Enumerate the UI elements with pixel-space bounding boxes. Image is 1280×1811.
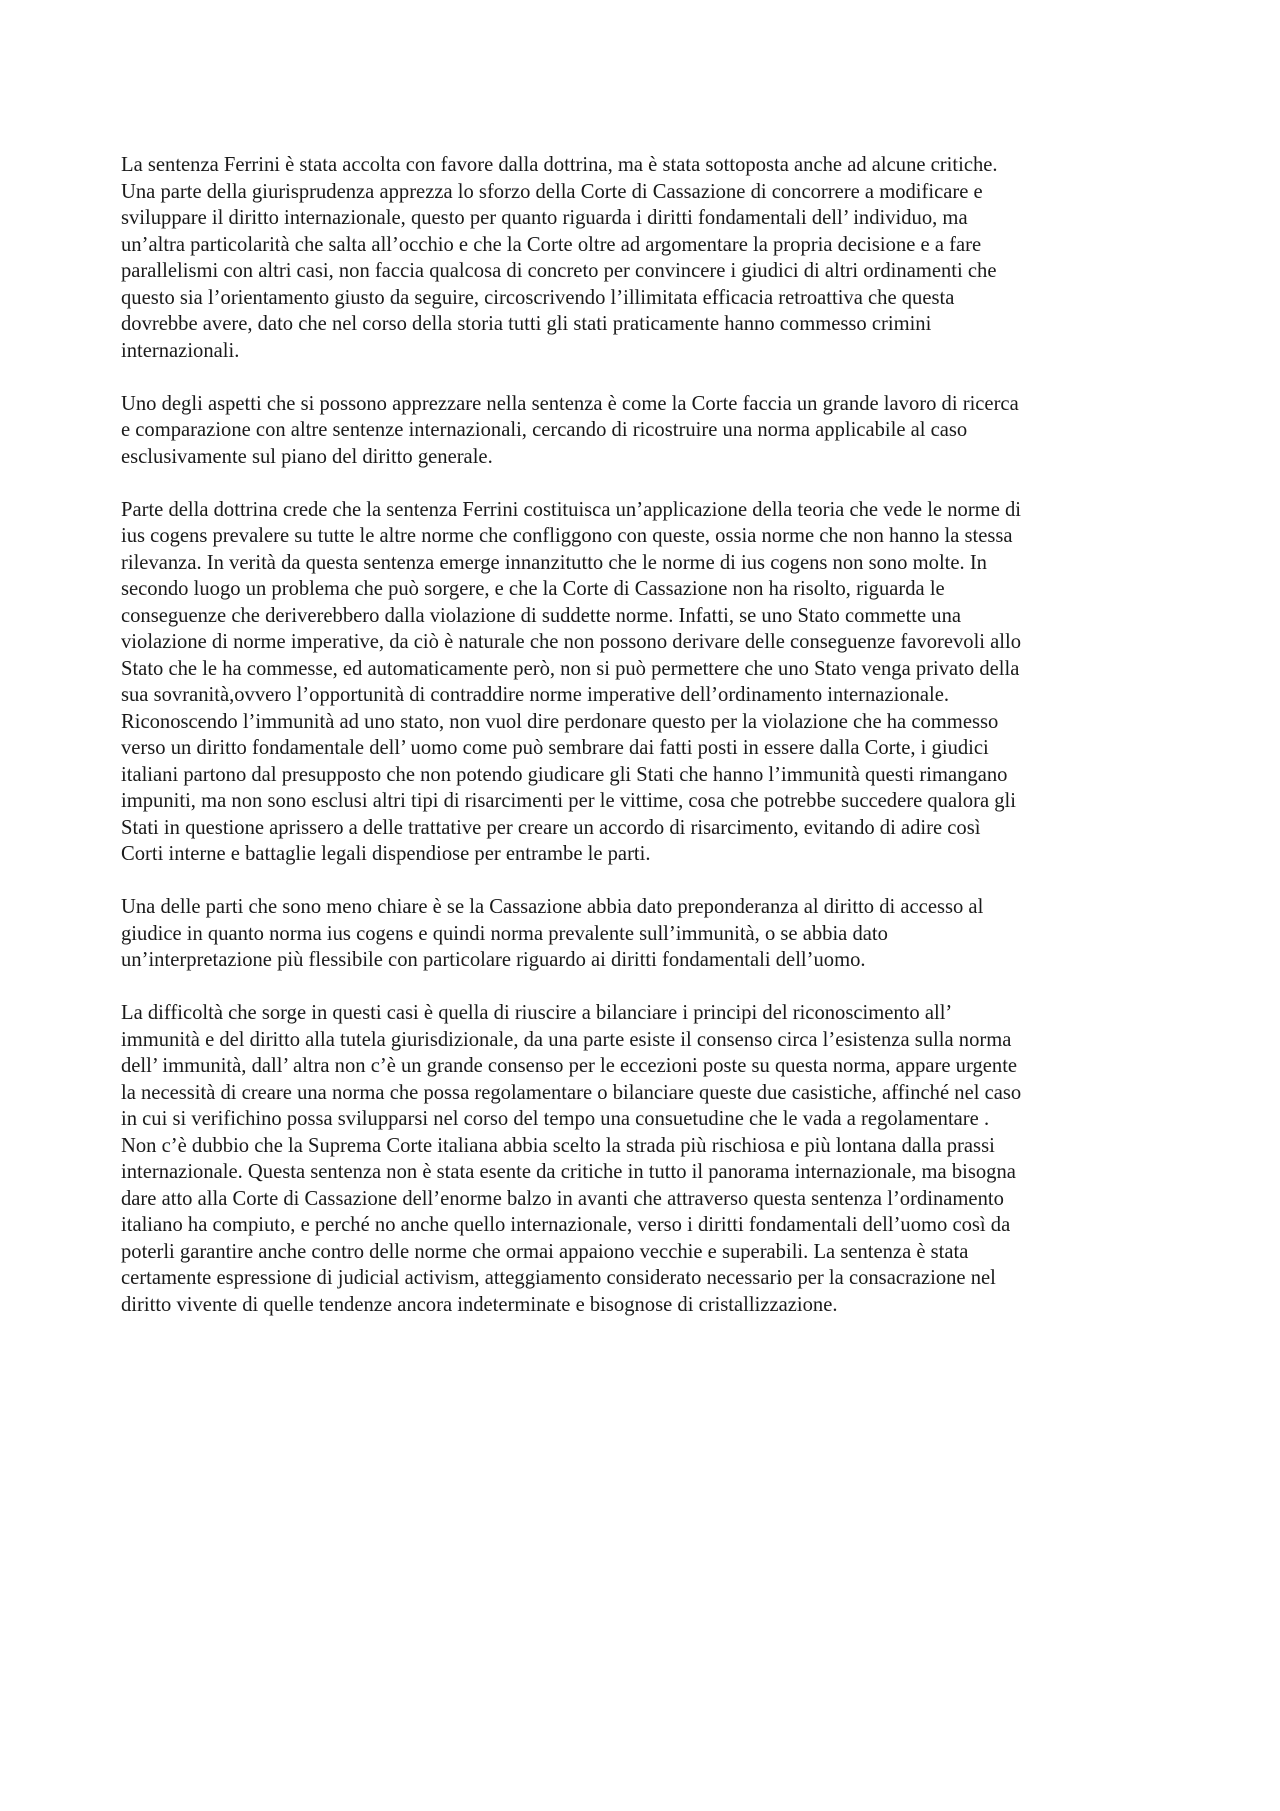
text-line: italiano ha compiuto, e perché no anche quello internazionale, verso i diritti fondamentali dell’uomo così da: [121, 1214, 1011, 1236]
text-line: diritto vivente di quelle tendenze ancora indeterminate e bisognose di cristallizzazione.: [121, 1293, 838, 1316]
text-line: in cui si verifichino possa svilupparsi nel corso del tempo una consuetudine che le vada a regolamentare .: [121, 1108, 990, 1130]
document-body: [121, 152, 1171, 1345]
text-line: rilevanza. In verità da questa sentenza emerge innanzitutto che le norme di ius cogens non sono molte. In: [121, 551, 987, 574]
text-line: un’altra particolarità che salta all’occhio e che la Corte oltre ad argomentare la propria decisione e a fare: [121, 233, 982, 256]
text-line: parallelismi con altri casi, non faccia qualcosa di concreto per convincere i giudici di altri ordinamenti che: [121, 260, 997, 282]
paragraph-1: [121, 152, 1171, 364]
text-line: Corti interne e battaglie legali dispendiose per entrambe le parti.: [121, 843, 651, 865]
text-line: certamente espressione di judicial activism, atteggiamento considerato necessario per la consacrazione nel: [121, 1267, 996, 1289]
paragraph-4: [121, 894, 1171, 974]
text-line: ius cogens prevalere su tutte le altre norme che confliggono con queste, ossia norme che non hanno la stessa: [121, 525, 1013, 547]
text-line: impuniti, ma non sono esclusi altri tipi di risarcimenti per le vittime, cosa che potrebbe succedere qualora gli: [121, 790, 1016, 812]
text-line: secondo luogo un problema che può sorgere, e che la Corte di Cassazione non ha risolto, riguarda le: [121, 578, 945, 600]
text-line: la necessità di creare una norma che possa regolamentare o bilanciare queste due casistiche, affinché nel caso: [121, 1081, 1022, 1104]
text-line: sviluppare il diritto internazionale, questo per quanto riguarda i diritti fondamentali dell’ individuo, ma: [121, 207, 968, 229]
text-line: La sentenza Ferrini è stata accolta con favore dalla dottrina, ma è stata sottoposta anche ad alcune critiche.: [121, 154, 998, 176]
paragraph-2: [121, 391, 1171, 471]
text-line: internazionali.: [121, 339, 240, 362]
text-line: poterli garantire anche contro delle norme che ormai appaiono vecchie e superabili. La sentenza è stata: [121, 1240, 969, 1263]
text-line: internazionale. Questa sentenza non è stata esente da critiche in tutto il panorama internazionale, ma bisogna: [121, 1161, 1016, 1183]
text-line: Riconoscendo l’immunità ad uno stato, non vuol dire perdonare questo per la violazione che ha commesso: [121, 710, 999, 733]
text-line: Una parte della giurisprudenza apprezza lo sforzo della Corte di Cassazione di concorrere a modificare e: [121, 180, 983, 203]
text-line: un’interpretazione più flessibile con particolare riguardo ai diritti fondamentali dell’uomo.: [121, 949, 866, 971]
text-line: esclusivamente sul piano del diritto generale.: [121, 445, 493, 468]
text-line: Uno degli aspetti che si possono apprezzare nella sentenza è come la Corte faccia un grande lavoro di ricerca: [121, 392, 1019, 415]
text-line: italiani partono dal presupposto che non potendo giudicare gli Stati che hanno l’immunità questi rimangano: [121, 763, 1008, 786]
text-line: Stato che le ha commesse, ed automaticamente però, non si può permettere che uno Stato venga privato della: [121, 657, 1020, 680]
text-line: Stati in questione aprissero a delle trattative per creare un accordo di risarcimento, evitando di adire così: [121, 816, 981, 839]
paragraph-3: [121, 497, 1171, 868]
text-line: giudice in quanto norma ius cogens e quindi norma prevalente sull’immunità, o se abbia dato: [121, 922, 888, 945]
text-line: Una delle parti che sono meno chiare è se la Cassazione abbia dato preponderanza al diritto di accesso al: [121, 896, 984, 918]
text-line: dell’ immunità, dall’ altra non c’è un grande consenso per le eccezioni poste su questa norma, appare urgente: [121, 1055, 1018, 1077]
text-line: questo sia l’orientamento giusto da seguire, circoscrivendo l’illimitata efficacia retroattiva che questa: [121, 286, 955, 309]
text-line: e comparazione con altre sentenze internazionali, cercando di ricostruire una norma applicabile al caso: [121, 419, 968, 441]
text-line: violazione di norme imperative, da ciò è naturale che non possono derivare delle conseguenze favorevoli allo: [121, 631, 1022, 653]
text-line: dovrebbe avere, dato che nel corso della storia tutti gli stati praticamente hanno commesso crimini: [121, 313, 932, 335]
text-line: dare atto alla Corte di Cassazione dell’enorme balzo in avanti che attraverso questa sentenza l’ordinamento: [121, 1187, 1004, 1210]
text-line: La difficoltà che sorge in questi casi è quella di riuscire a bilanciare i principi del riconoscimento all’: [121, 1002, 953, 1024]
text-line: sua sovranità,ovvero l’opportunità di contraddire norme imperative dell’ordinamento internazionale.: [121, 684, 950, 706]
text-line: Non c’è dubbio che la Suprema Corte italiana abbia scelto la strada più rischiosa e più lontana dalla prassi: [121, 1134, 995, 1157]
text-line: verso un diritto fondamentale dell’ uomo come può sembrare dai fatti posti in essere dalla Corte, i giudici: [121, 737, 989, 759]
paragraph-5: [121, 1000, 1171, 1318]
text-line: conseguenze che deriverebbero dalla violazione di suddette norme. Infatti, se uno Stato commette una: [121, 604, 962, 627]
text-line: immunità e del diritto alla tutela giurisdizionale, da una parte esiste il consenso circa l’esistenza sulla norma: [121, 1028, 1012, 1051]
text-line: Parte della dottrina crede che la sentenza Ferrini costituisca un’applicazione della teoria che vede le norme di: [121, 498, 1022, 521]
